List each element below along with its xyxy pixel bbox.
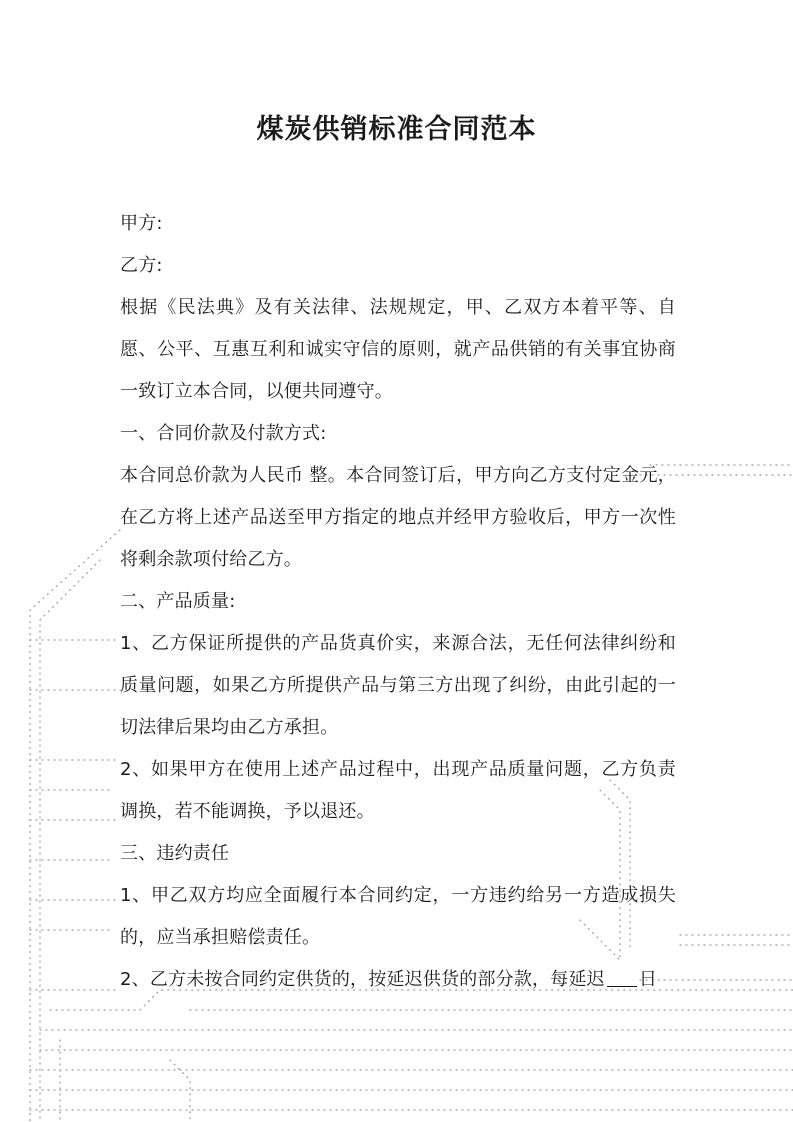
section-paragraph-with-blank — [120, 959, 676, 1001]
section-heading: 一、合同价款及付款方式: — [120, 423, 327, 444]
preamble-paragraph: 根据《民法典》及有关法律、法规规定，甲、乙双方本着平等、自愿、公平、互惠互利和诚实守信的原则，就产品供销的有关事宜协商一致订立本合同，以便共同遵守。 — [120, 297, 676, 402]
section-paragraph: 本合同总价款为人民币 整。本合同签订后，甲方向乙方支付定金元，在乙方将上述产品送至甲方指定的地点并经甲方验收后，甲方一次性将剩余款项付给乙方。 — [120, 465, 676, 570]
section-paragraph: 1、甲乙双方均应全面履行本合同约定，一方违约给另一方造成损失的，应当承担赔偿责任。 — [120, 885, 676, 948]
party-b-label: 乙方: — [120, 255, 163, 276]
party-a-label: 甲方: — [120, 213, 163, 234]
paragraph-text-after-blank: 日 — [638, 969, 658, 990]
document-body — [120, 203, 676, 1001]
section-paragraph: 1、乙方保证所提供的产品货真价实，来源合法，无任何法律纠纷和质量问题，如果乙方所提供产品与第三方出现了纠纷，由此引起的一切法律后果均由乙方承担。 — [120, 633, 676, 738]
section-heading: 三、违约责任 — [120, 843, 230, 864]
section-heading: 二、产品质量: — [120, 591, 236, 612]
fill-in-blank — [607, 968, 637, 987]
document-title: 煤炭供销标准合同范本 — [256, 114, 537, 145]
paragraph-text-before-blank: 2、乙方未按合同约定供货的，按延迟供货的部分款，每延迟 — [120, 969, 605, 990]
section-paragraph: 2、如果甲方在使用上述产品过程中，出现产品质量问题，乙方负责调换，若不能调换，予以退还。 — [120, 759, 676, 822]
